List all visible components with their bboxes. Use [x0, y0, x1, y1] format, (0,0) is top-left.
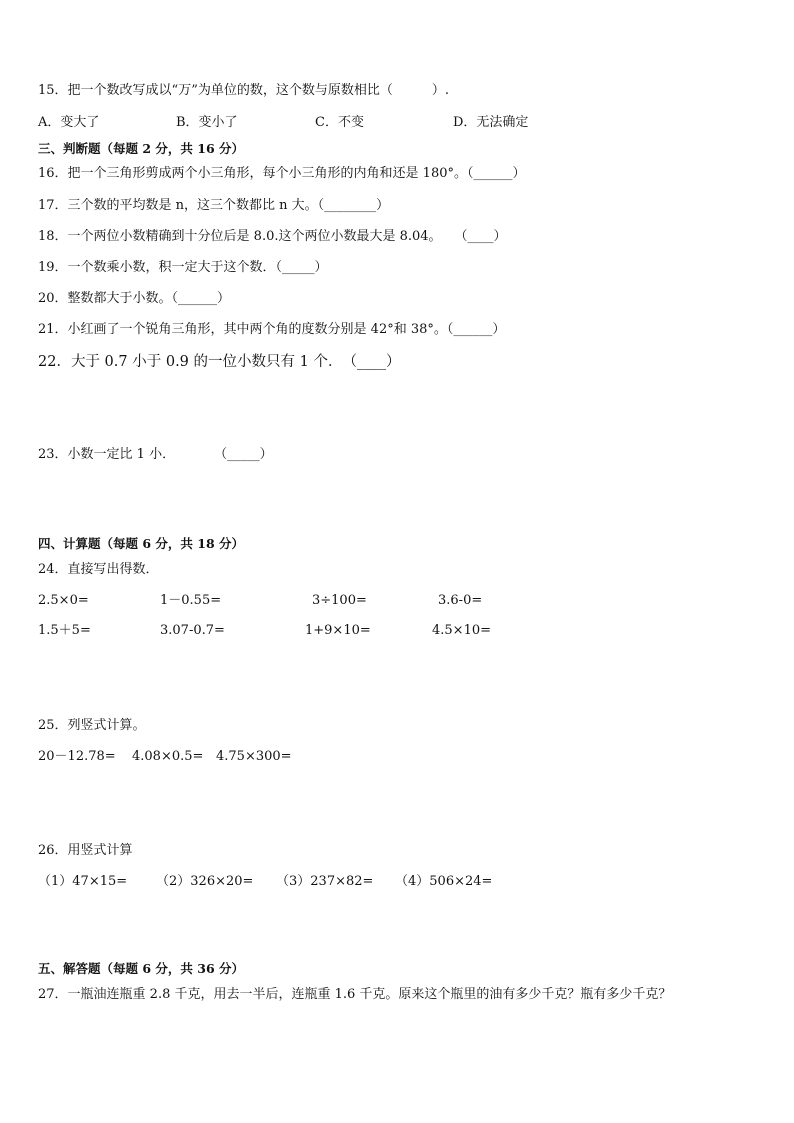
q26-item: （3）237×82=	[276, 874, 374, 889]
q24-item: 1+9×10=	[305, 623, 371, 638]
q24-item: 1－0.55=	[160, 593, 222, 608]
q25-item: 4.75×300=	[216, 749, 292, 764]
section-3-heading: 三、判断题（每题 2 分，共 16 分）	[38, 141, 245, 156]
section-4-heading: 四、计算题（每题 6 分，共 18 分）	[38, 536, 245, 551]
question-22: 22．大于 0.7 小于 0.9 的一位小数只有 1 个． （____）	[38, 354, 401, 370]
question-23: 23．小数一定比 1 小． （_____）	[38, 447, 273, 462]
question-20: 20．整数都大于小数。（______）	[38, 291, 231, 306]
question-25-title: 25．列竖式计算。	[38, 718, 146, 733]
q15-option-b: B．变小了	[176, 115, 238, 130]
q26-item: （2）326×20=	[156, 874, 254, 889]
question-24-title: 24．直接写出得数．	[38, 562, 159, 577]
question-19: 19．一个数乘小数，积一定大于这个数．（_____）	[38, 260, 328, 275]
q24-item: 3.6-0=	[438, 593, 483, 608]
question-17: 17．三个数的平均数是 n，这三个数都比 n 大。（________）	[38, 198, 390, 213]
q24-item: 2.5×0=	[38, 593, 89, 608]
q15-option-c: C．不变	[315, 115, 364, 130]
q26-item: （4）506×24=	[395, 874, 493, 889]
question-18: 18．一个两位小数精确到十分位后是 8.0.这个两位小数最大是 8.04。 （____）	[38, 229, 507, 244]
question-16: 16．把一个三角形剪成两个小三角形，每个小三角形的内角和还是 180°。（______）	[38, 166, 526, 181]
q26-item: （1）47×15=	[38, 874, 128, 889]
section-5-heading: 五、解答题（每题 6 分，共 36 分）	[38, 961, 245, 976]
q25-item: 20－12.78=	[38, 749, 116, 764]
q24-item: 1.5＋5=	[38, 623, 91, 638]
question-27: 27．一瓶油连瓶重 2.8 千克，用去一半后，连瓶重 1.6 千克。原来这个瓶里的油有多少千克？瓶有多少千克？	[38, 987, 672, 1002]
q24-item: 3÷100=	[312, 593, 367, 608]
q15-option-a: A．变大了	[38, 115, 100, 130]
question-26-title: 26．用竖式计算	[38, 843, 133, 858]
question-21: 21．小红画了一个锐角三角形，其中两个角的度数分别是 42°和 38°。（______）	[38, 322, 506, 337]
q24-item: 3.07-0.7=	[160, 623, 225, 638]
q24-item: 4.5×10=	[432, 623, 492, 638]
q25-item: 4.08×0.5=	[132, 749, 204, 764]
q15-option-d: D．无法确定	[453, 115, 529, 130]
question-15: 15．把一个数改写成以“万”为单位的数，这个数与原数相比（ ）.	[38, 83, 449, 98]
